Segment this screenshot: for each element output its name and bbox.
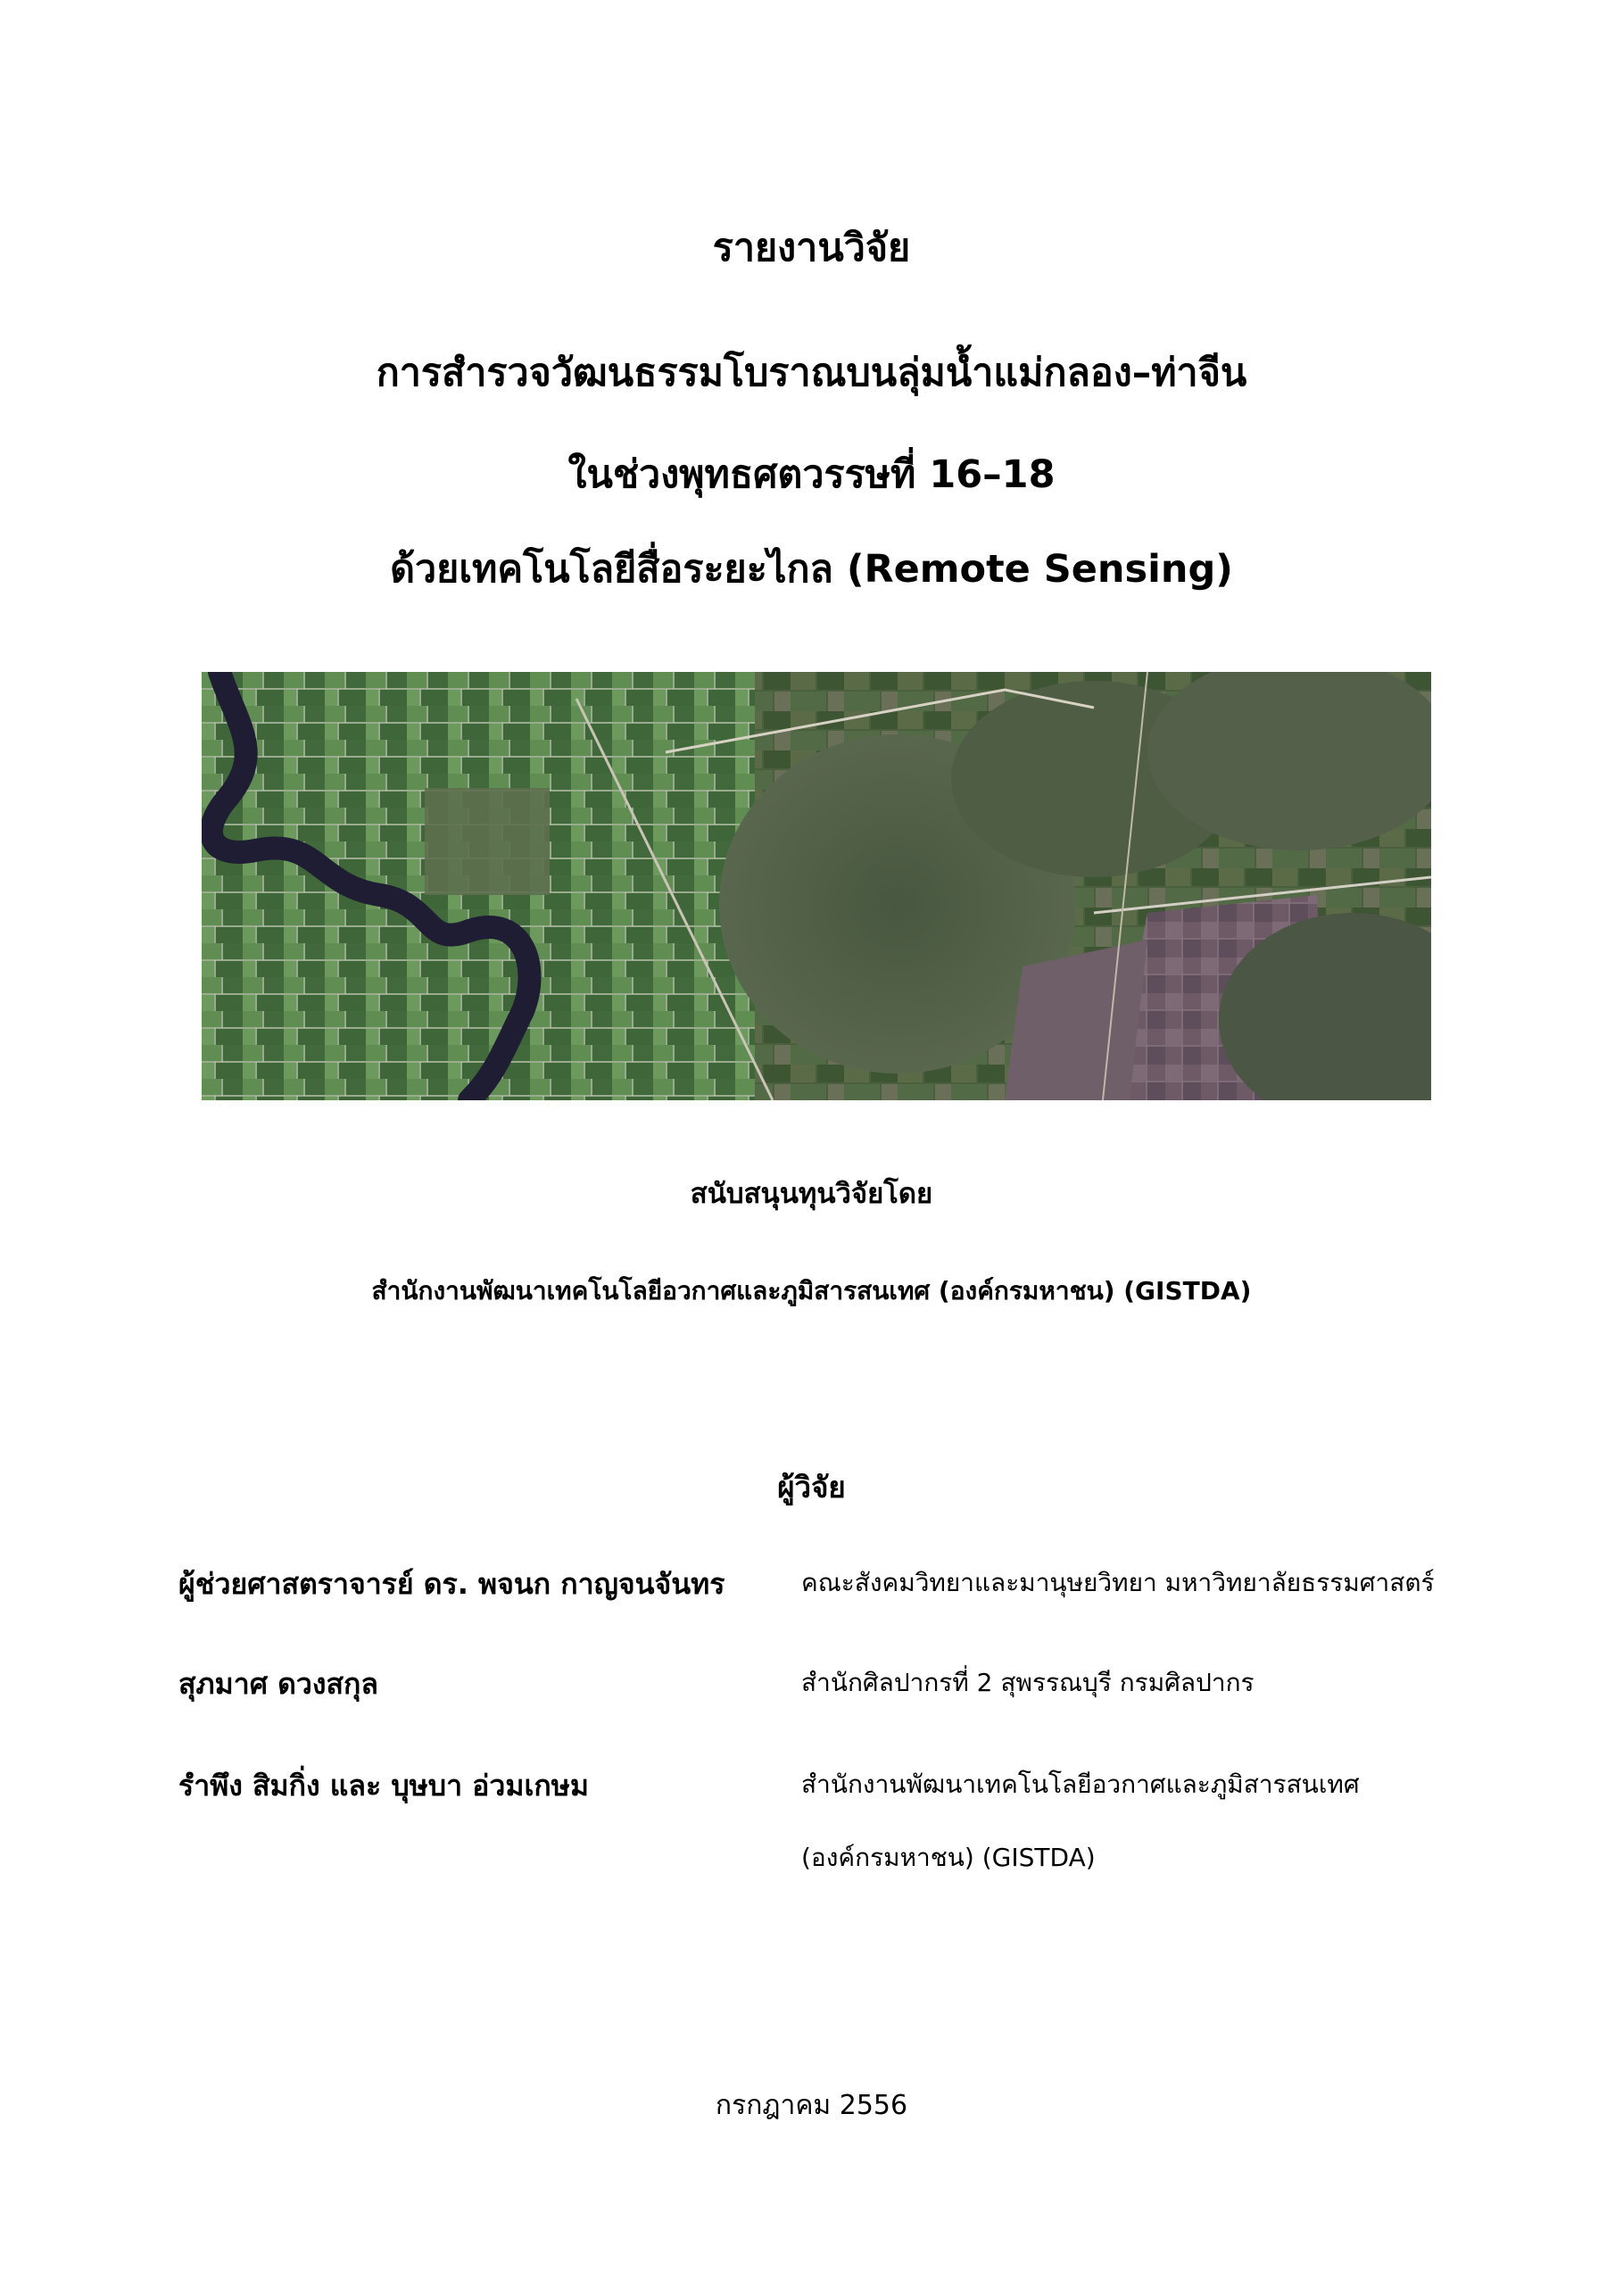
researcher-affiliation-2: สำนักศิลปากรที่ 2 สุพรรณบุรี กรมศิลปากร bbox=[801, 1668, 1255, 1697]
satellite-image bbox=[202, 672, 1431, 1100]
report-title-line-2: ในช่วงพุทธศตวรรษที่ 16–18 bbox=[567, 452, 1056, 497]
researcher-name-2: สุภมาศ ดวงสกุล bbox=[178, 1667, 379, 1701]
report-type-label: รายงานวิจัย bbox=[712, 226, 911, 270]
researcher-affiliation-1: คณะสังคมวิทยาและมานุษยวิทยา มหาวิทยาลัยธรรมศาสตร์ bbox=[801, 1568, 1435, 1597]
researcher-affiliation-3b: (องค์กรมหาชน) (GISTDA) bbox=[801, 1843, 1096, 1872]
funding-organization: สำนักงานพัฒนาเทคโนโลยีอวกาศและภูมิสารสนเทศ (องค์กรมหาชน) (GISTDA) bbox=[371, 1276, 1252, 1305]
researcher-affiliation-3a: สำนักงานพัฒนาเทคโนโลยีอวกาศและภูมิสารสนเทศ bbox=[801, 1770, 1360, 1799]
report-date: กรกฎาคม 2556 bbox=[715, 2090, 908, 2121]
researchers-heading: ผู้วิจัย bbox=[777, 1470, 846, 1504]
funding-label: สนับสนุนทุนวิจัยโดย bbox=[690, 1178, 933, 1210]
researcher-name-3: รำพึง สิมกิ่ง และ บุษบา อ่วมเกษม bbox=[178, 1769, 589, 1803]
report-title-line-3: ด้วยเทคโนโลยีสื่อระยะไกล (Remote Sensing) bbox=[390, 547, 1233, 592]
report-title-line-1: การสำรวจวัฒนธรรมโบราณบนลุ่มน้ำแม่กลอง–ท่าจีน bbox=[376, 351, 1247, 395]
researcher-name-1: ผู้ช่วยศาสตราจารย์ ดร. พจนก กาญจนจันทร bbox=[178, 1567, 725, 1601]
